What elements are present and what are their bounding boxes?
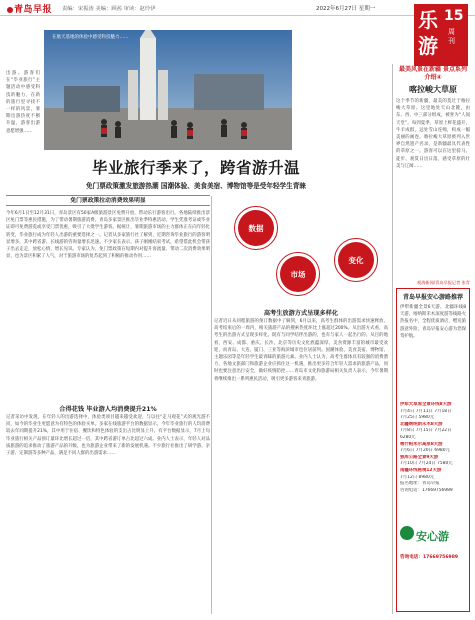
route-item: 伊犁大草原全景环线8天游 (400, 402, 452, 407)
brand-mark-icon (400, 526, 414, 540)
logo-dot-icon (7, 7, 13, 13)
circle-data: 数据 (238, 210, 274, 246)
newspaper-logo (6, 2, 52, 15)
article-column-b: 记者近日从同程旅游的预订数据中了解到，6月以来，高考生群体的出游需求快速释放，高考结束后的一周内，相关旅游产品的搜索热度环比上涨超过200%。从出游方式看，高考生的出游方式呈现多样化，既有与同学结伴出游的，也有与家人一起出行的。从目的地看，西安、成都、重庆、长沙、北京等历史文化底蕴深厚、美食资源丰富的城市最受欢迎，而青岛、大连、厦门、三亚等海滨城市也位居前列。国潮体验、美食美宿、博物馆、主题乐园等是年轻学生最青睐的旅游元素。业内人士认为，高考生群体具有较强的消费潜力，各地文旅部门和旅游企业应抓住这一机遇，推出更多符合年轻人需求的旅游产品，同时也要注意出行安全，做好疫情防控……青岛市文化和旅游局相关负责人表示，今年暑期将继续推出一系列惠民活动，吸引更多游客来青旅游。 (214, 319, 388, 382)
column-divider-2 (392, 64, 393, 614)
section-banner (414, 4, 468, 66)
brand-phone: 咨询电话：17669756989 (400, 555, 459, 560)
lead-section-title-bar (6, 195, 210, 206)
route-item: 7月4日 7月11日 7月18日 (400, 408, 452, 414)
photo-note: 出游。游客们在“毕业旅行”主题活动中感受科技的魅力，在新的旅行里寻找不一样的风景，暑期出游热度不断升温，游客出游意愿增强…… (6, 71, 40, 134)
right-column-body: 这个季节的新疆，最美的莫过于喀拉峻大草原。这里地处天山北麓，由东、西、中三部分组成，被誉为“人间天堂”。每到夏季，草原上鲜花盛开，牛羊成群，远处雪山连绵，构成一幅美丽的画卷。喀拉峻大草原被列入世界自然遗产名录，是新疆最具代表性的草原之一。游客可以在这里骑马、徒步、观赏日出日落，感受草原的壮美与辽阔…… (396, 99, 470, 169)
route-item: 喀什帕米尔高原8天游 (400, 441, 443, 447)
section-char-2: 游 (418, 34, 438, 58)
photo-caption: 在航天基地的体验中感受科技魅力…… (52, 35, 129, 40)
route-item: 6280元 (400, 434, 416, 440)
route-item: 7月6日 7月20日 6980元 (400, 448, 450, 454)
main-subhead: 免门票政策激发旅游热潮 国潮体验、美食美宿、博物馆等是受年轻学生青睐 (86, 182, 306, 190)
brand-name: 安心游 (416, 530, 449, 543)
lead-section-title: 免门票政策拉动消费效果明显 (70, 198, 146, 204)
right-column-title: 最美风景在新疆 景点系列介绍④ (398, 66, 468, 81)
circle-market: 市场 (280, 256, 316, 292)
section-title-a: 合得花钱 毕业游人均消费提升21% (59, 406, 157, 413)
masthead (0, 0, 475, 16)
route-list (400, 402, 466, 494)
lead-photo (44, 30, 292, 150)
page-number: 15 (444, 8, 464, 24)
article-column-a2: 记者采访中发现，在年轻人的出游选择中，体验类项目越来越受欢迎，与以往“走马观花”式的观光游不同，如今的毕业生更愿意为有特色的体验买单。多家在线旅游平台的数据显示，今年毕业旅行的人均消费较去年同期提升21%，其中用于住宿、餐饮和特色体验的支出占比明显上升。有平台数据显示，7月上旬毕业旅行相关产品预订量环比增长超过一倍，其中跨省游订单占比超过六成。业内人士表示，年轻人对品质旅游的追求推动了旅游产品的升级，也为旅游企业带来了新的发展机遇。不少旅行社推出了研学游、亲子游、定制游等多种产品，满足不同人群的出游需求…… (6, 415, 210, 457)
route-item: 7月12日 8980元 (400, 474, 435, 480)
main-headline: 毕业旅行季来了，跨省游升温 (91, 159, 300, 177)
circle-change: 变化 (338, 242, 374, 278)
route-item: 咨询电话：17669756989 (400, 487, 453, 493)
logo-text: 青岛早报 (14, 5, 53, 15)
section-title-b: 高考生放游方式呈现多样化 (263, 310, 339, 317)
route-item: 北疆喀纳斯禾木8天游 (400, 421, 443, 427)
lead-photo-image (44, 30, 292, 150)
travel-ad-body: 伊犁新疆全景6天游、北疆环线8天游、喀纳斯禾木深度游等线路火热报名中，全程优质酒店，赠送旅游意外险，青岛早报安心游为您保驾护航。 (400, 305, 466, 339)
route-item: 报名地址：青岛早报 (400, 481, 440, 487)
route-item: 南疆环线秘境12天游 (400, 467, 442, 473)
right-column-subtitle: 喀拉峻大草原 (409, 84, 457, 94)
route-item: 独库公路全景9天游 (400, 454, 439, 460)
route-item: 7月10日 7月24日 7580元 (400, 461, 453, 467)
route-item: 7月8日 7月15日 7月22日 (400, 428, 452, 434)
right-photo-credit: 观海新闻/青岛早报记者 张青 (417, 280, 470, 285)
issue-date: 2022年6月27日 星期一 (316, 6, 376, 12)
keyword-circles (212, 200, 390, 306)
travel-ad-title: 青岛早报安心游路推荐 (402, 294, 463, 301)
editor-credits: 责编：宋振涛 美编：顾茜 审读：赵玲伊 (62, 6, 156, 12)
article-column-a1: 今年6月1日至12月31日，青岛景区有50家A级旅游景区免费开放，带动乐行游客出行。各地陆续推出景区免门票等惠民措施，为了带动暑期旅游消费，青岛多家景区推出毕业季特惠活动，学生凭准考证或毕业证即可免费游览或享受门票优惠，吸引了大批学生游客。据统计，暑期旅游市场的主力群体正在向年轻化转变，毕业旅行成为年轻人出游的重要选择之一。记者从多家旅行社了解到，近期咨询毕业旅行的游客明显增多，其中跨省游、长线游的咨询量增长迅速。不少家长表示，孩子刚刚结束考试，希望借此机会带孩子出去走走，放松心情、增长见识。专家认为，免门票政策在短期内对提升客流量、带动二次消费效果明显，也为景区积累了人气，对于旅游市场的复苏起到了积极的推动作用…… (6, 211, 210, 260)
route-item: 7月25日 5980元 (400, 415, 435, 421)
brand-logo (400, 522, 466, 552)
section-label: 周刊 (448, 28, 455, 45)
section-char-1: 乐 (418, 8, 438, 32)
